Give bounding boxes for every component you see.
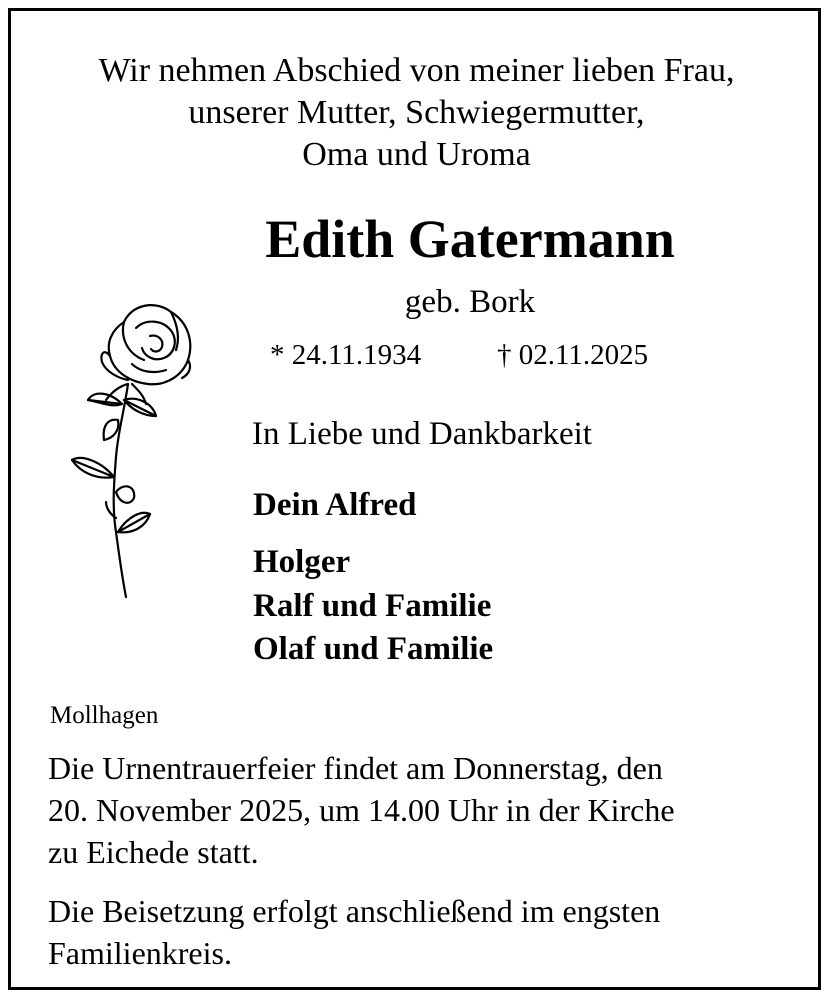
burial-text <box>48 890 808 974</box>
maiden-name: geb. Bork <box>404 284 536 320</box>
death-date: † 02.11.2025 <box>497 339 649 371</box>
ceremony-text <box>48 747 808 873</box>
mourner-name: Ralf und Familie <box>253 588 492 624</box>
intro-line: Wir nehmen Abschied von meiner lieben Frau, <box>98 52 735 89</box>
place-name: Mollhagen <box>50 702 159 729</box>
mourner-name: Dein Alfred <box>253 487 417 523</box>
ceremony-line: zu Eichede statt. <box>48 834 259 870</box>
ceremony-line: 20. November 2025, um 14.00 Uhr in der Kirche <box>48 792 675 828</box>
burial-line: Die Beisetzung erfolgt anschließend im engsten <box>48 893 661 929</box>
mourner-name: Olaf und Familie <box>253 631 494 667</box>
mourner-name: Holger <box>253 544 351 580</box>
deceased-name: Edith Gatermann <box>265 209 675 269</box>
ceremony-line: Die Urnentrauerfeier findet am Donnerstag, den <box>48 750 663 786</box>
burial-line: Familienkreis. <box>48 935 232 971</box>
thanks-line: In Liebe und Dankbarkeit <box>252 416 592 452</box>
intro-line: Oma und Uroma <box>302 136 531 173</box>
birth-date: * 24.11.1934 <box>270 339 422 371</box>
rose-icon <box>66 292 206 602</box>
intro-line: unserer Mutter, Schwiegermutter, <box>188 94 645 131</box>
intro-text <box>0 50 833 176</box>
